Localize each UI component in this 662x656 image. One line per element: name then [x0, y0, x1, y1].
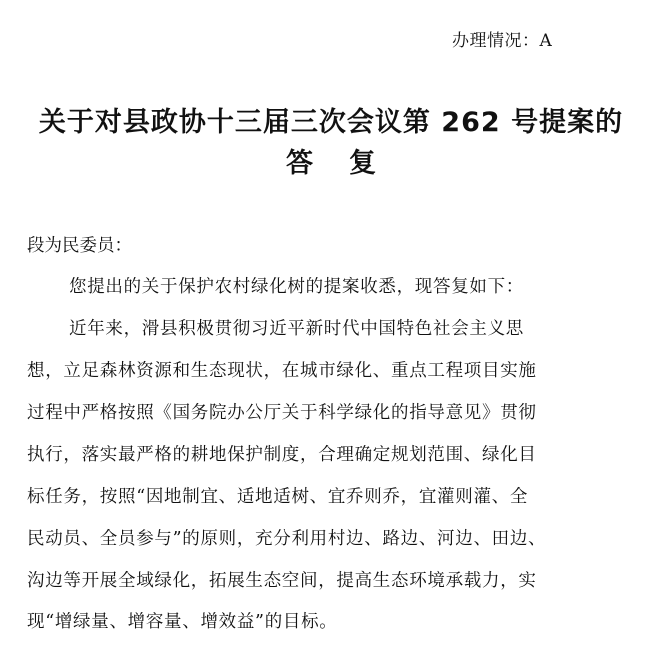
body-line: 过程中严格按照《国务院办公厅关于科学绿化的指导意见》贯彻 — [27, 403, 537, 423]
intro-paragraph: 您提出的关于保护农村绿化树的提案收悉，现答复如下： — [69, 277, 524, 297]
salutation: 段为民委员： — [27, 236, 132, 256]
body-line: 近年来，滑县积极贯彻习近平新时代中国特色社会主义思 — [69, 319, 524, 339]
body-line: 现“增绿量、增容量、增效益”的目标。 — [27, 612, 338, 632]
body-line: 民动员、全员参与”的原则，充分利用村边、路边、河边、田边、 — [27, 529, 547, 549]
document-title: 关于对县政协十三届三次会议第 262 号提案的 — [38, 107, 624, 138]
body-line: 执行，落实最严格的耕地保护制度，合理确定规划范围、绿化目 — [27, 445, 537, 465]
body-line: 标任务，按照“因地制宜、适地适树、宜乔则乔，宜灌则灌、全 — [27, 487, 529, 507]
body-line: 想，立足森林资源和生态现状，在城市绿化、重点工程项目实施 — [27, 361, 537, 381]
handling-status: 办理情况：A — [452, 31, 553, 51]
body-line: 沟边等开展全域绿化，拓展生态空间，提高生态环境承载力，实 — [27, 571, 537, 591]
document-title-reply: 答复 — [286, 148, 412, 179]
